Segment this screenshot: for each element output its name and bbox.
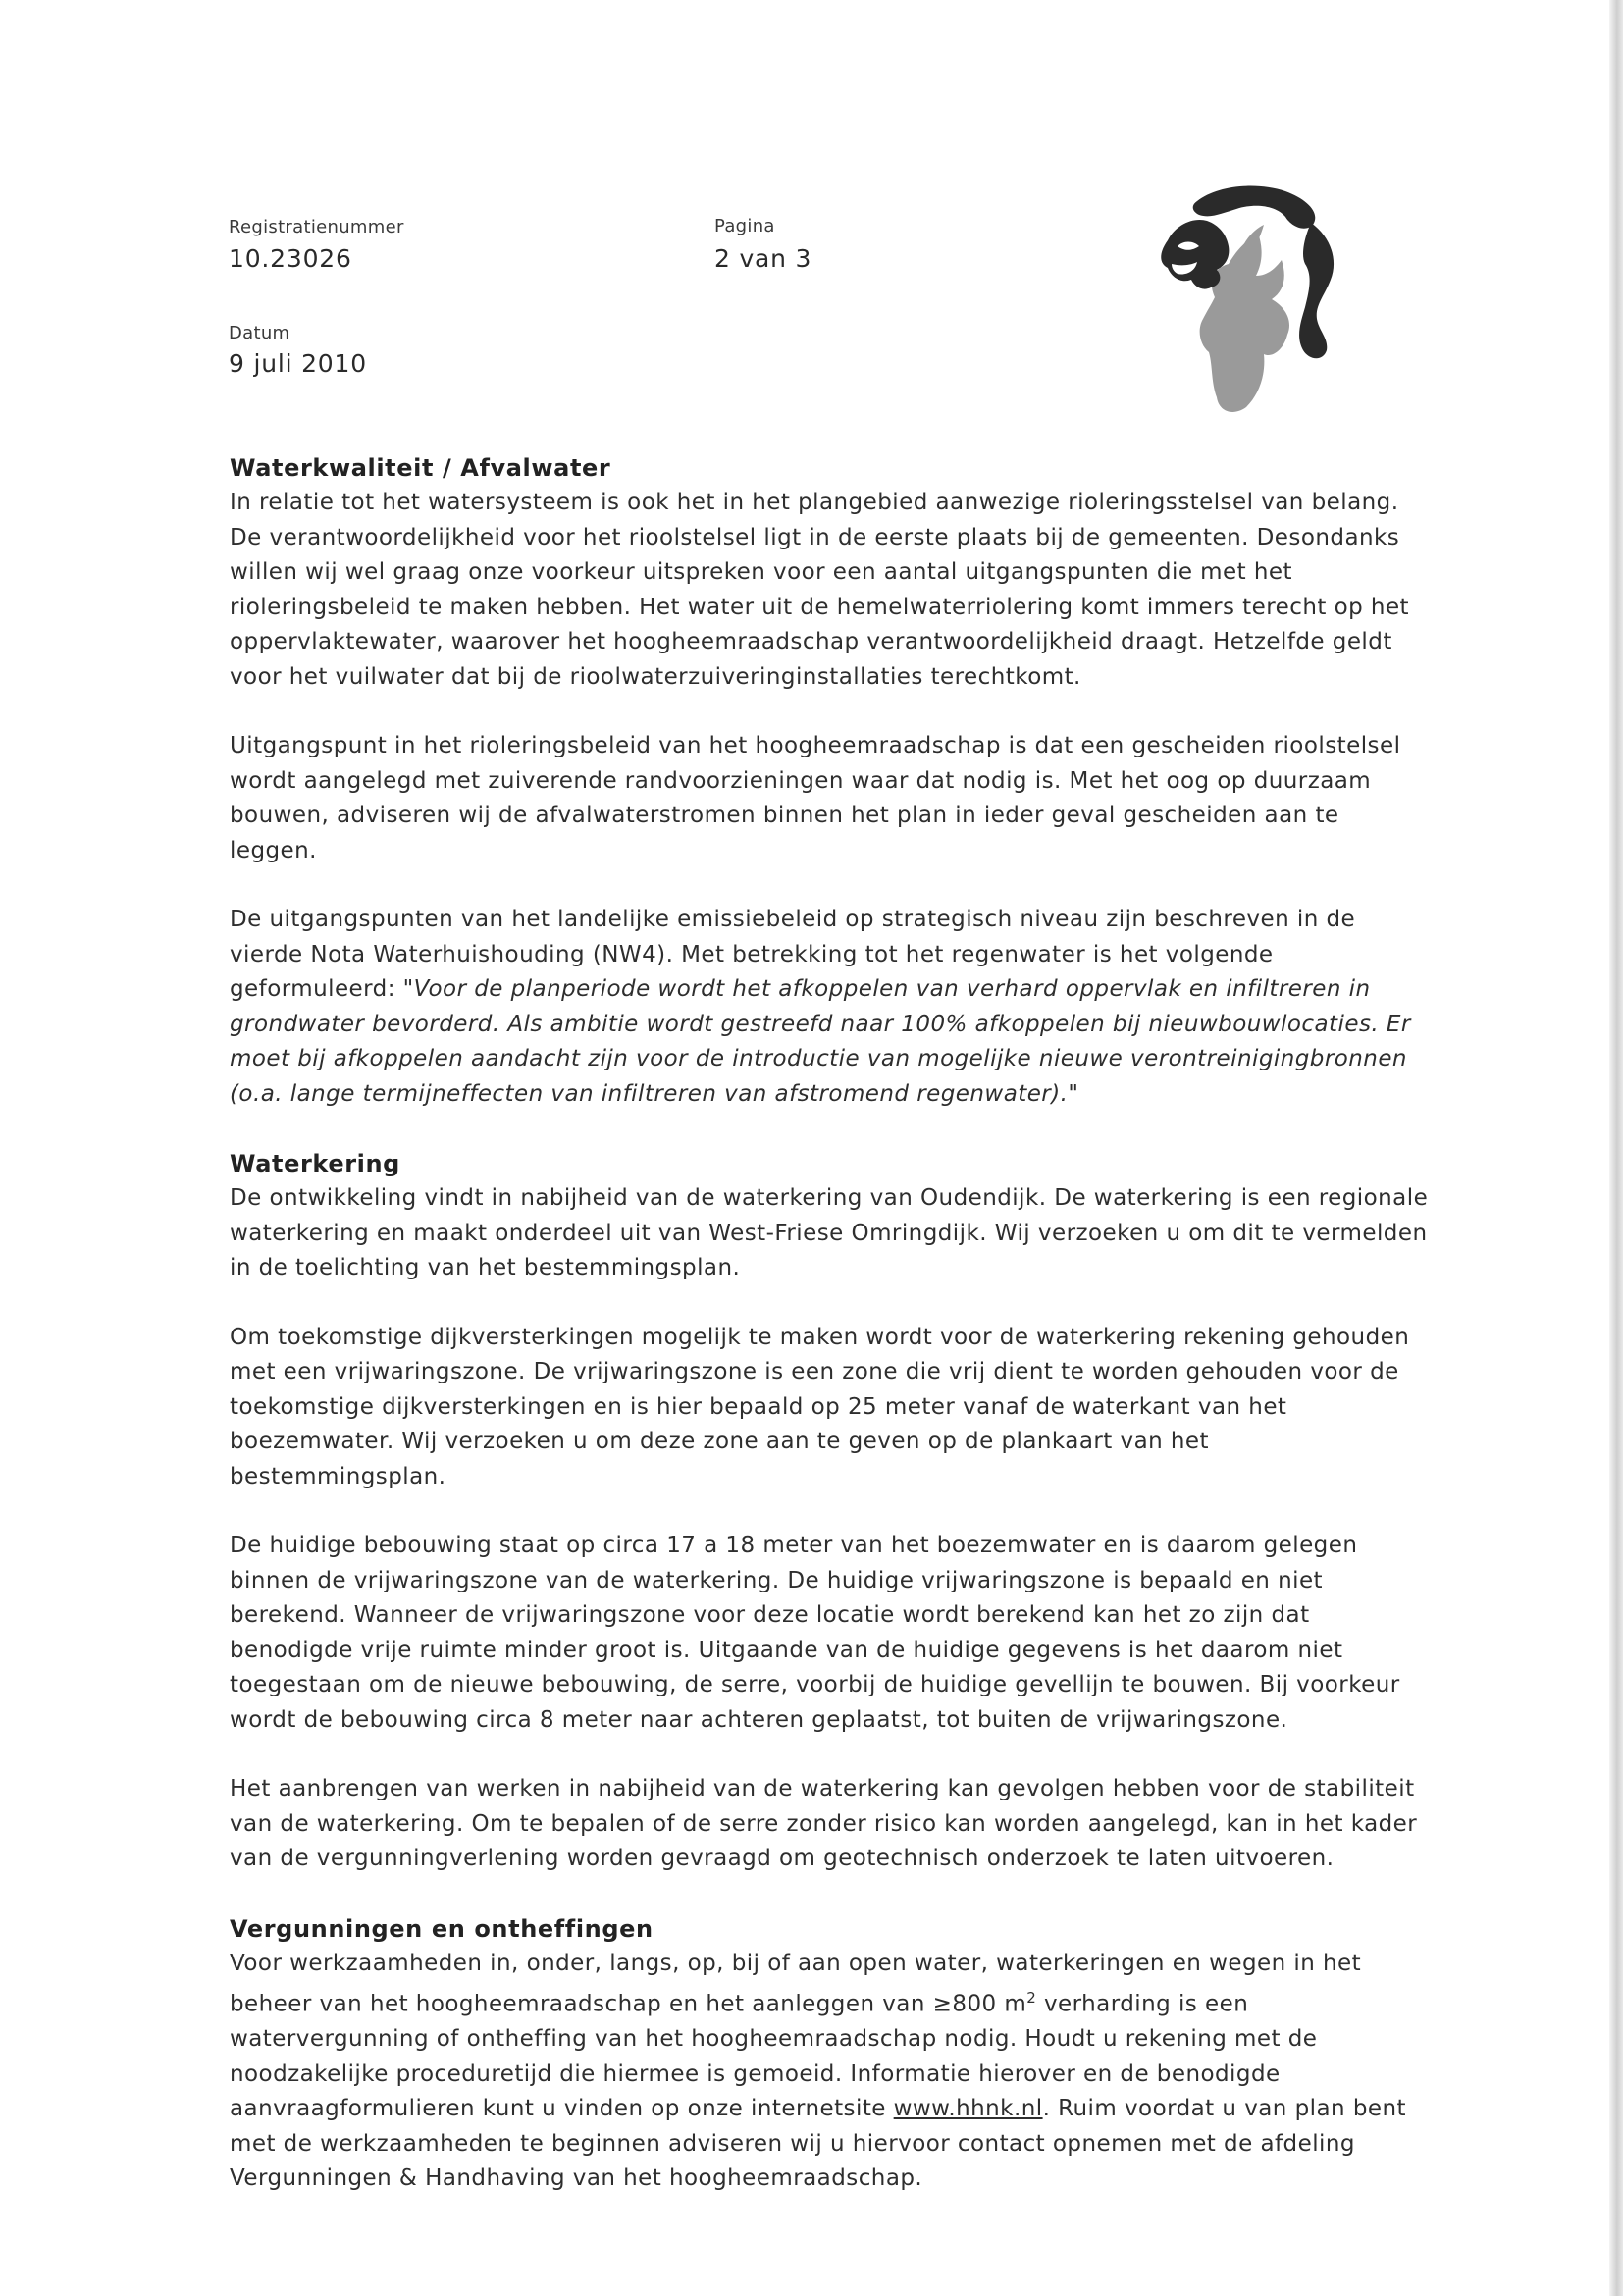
paragraph-intro: De uitgangspunten van het landelijke emissiebeleid op strategisch niveau zijn beschreven in de vierde Nota Waterhuishouding (NW4). Met betrekking tot het regenwater is het volgende geformuleerd: [230, 907, 1356, 1002]
scan-edge [1609, 0, 1623, 2296]
paragraph-part: verharding is een watervergunning of ontheffing van het hoogheemraadschap nodig. Houdt u rekening met de noodzakelijke proceduretijd die hiermee is gemoeid. Informatie hierover en de benodigde aanvraagformulieren kunt u vinden op onze internetsite [230, 1991, 1318, 2122]
website-link[interactable]: www.hhnk.nl [893, 2096, 1043, 2122]
page-number: 2 van 3 [714, 244, 812, 273]
paragraph: Om toekomstige dijkversterkingen mogelijk te maken wordt voor de waterkering rekening gehouden met een vrijwaringszone. De vrijwaringszone is een zone die vrij dient te worden gehouden voor de toekomstige dijkversterkingen en is hier bepaald op 25 meter vanaf de waterkant van het boezemwater. Wij verzoeken u om deze zone aan te geven op de plankaart van het bestemmingsplan. [230, 1324, 1410, 1489]
paragraph: De ontwikkeling vindt in nabijheid van de waterkering van Oudendijk. De waterkering is een regionale waterkering en maakt onderdeel uit van West-Friese Omringdijk. Wij verzoeken u om dit te vermelden in de toelichting van het bestemmingsplan. [230, 1185, 1429, 1280]
paragraph: De huidige bebouwing staat op circa 17 a 18 meter van het boezemwater en is daarom gelegen binnen de vrijwaringszone van de waterkering. De huidige vrijwaringszone is bepaald en niet berekend. Wanneer de vrijwaringszone voor deze locatie wordt berekend kan het zo zijn dat benodigde vrije ruimte minder groot is. Uitgaande van de huidige gegevens is het daarom niet toegestaan om de nieuwe bebouwing, de serre, voorbij de huidige gevellijn te bouwen. Bij voorkeur wordt de bebouwing circa 8 meter naar achteren geplaatst, tot buiten de vrijwaringszone. [230, 1533, 1400, 1733]
paragraph [230, 1947, 1432, 2197]
nw4-quote: "Voor de planperiode wordt het afkoppelen van verhard oppervlak en infiltreren in grondwater bevorderd. Als ambitie wordt gestreefd naar 100% afkoppelen bij nieuwbouwlocaties. Er moet bij afkoppelen aandacht zijn voor de introductie van mogelijke nieuwe verontreinigingbronnen (o.a. lange termijneffecten van infiltreren van afstromend regenwater)." [230, 976, 1411, 1107]
superscript: 2 [1026, 1989, 1037, 2007]
date-value: 9 juli 2010 [229, 349, 367, 378]
paragraph [230, 903, 1432, 1112]
letter-body [230, 451, 1432, 2197]
page-label: Pagina [714, 216, 775, 236]
lion-head-logo-icon [1138, 182, 1344, 422]
section-heading-vergunningen: Vergunningen en ontheffingen [230, 1914, 654, 1943]
paragraph: Het aanbrengen van werken in nabijheid van de waterkering kan gevolgen hebben voor de stabiliteit van de waterkering. Om te bepalen of de serre zonder risico kan worden aangelegd, kan in het kader van de vergunningverlening worden gevraagd om geotechnisch onderzoek te laten uitvoeren. [230, 1776, 1418, 1871]
paragraph: Uitgangspunt in het rioleringsbeleid van het hoogheemraadschap is dat een gescheiden rioolstelsel wordt aangelegd met zuiverende randvoorzieningen waar dat nodig is. Met het oog op duurzaam bouwen, adviseren wij de afvalwaterstromen binnen het plan in ieder geval gescheiden aan te leggen. [230, 733, 1401, 863]
registration-label: Registratienummer [229, 217, 404, 237]
paragraph: In relatie tot het watersysteem is ook het in het plangebied aanwezige rioleringsstelsel van belang. De verantwoordelijkheid voor het rioolstelsel ligt in de eerste plaats bij de gemeenten. Desondanks willen wij wel graag onze voorkeur uitspreken voor een aantal uitgangspunten die met het rioleringsbeleid te maken hebben. Het water uit de hemelwaterriolering komt immers terecht op het oppervlaktewater, waarover het hoogheemraadschap verantwoordelijkheid draagt. Hetzelfde geldt voor het vuilwater dat bij de rioolwaterzuiveringinstallaties terechtkomt. [230, 490, 1410, 690]
section-heading-waterkwaliteit: Waterkwaliteit / Afvalwater [230, 454, 611, 482]
section-heading-waterkering: Waterkering [230, 1150, 400, 1177]
registration-number: 10.23026 [229, 244, 352, 273]
paragraph-part: . Ruim voordat u van plan bent met de werkzaamheden te beginnen adviseren wij u hiervoor contact opnemen met de afdeling Vergunningen & Handhaving van het hoogheemraadschap. [230, 2096, 1406, 2192]
date-label: Datum [229, 323, 290, 343]
paragraph-part: Voor werkzaamheden in, onder, langs, op, bij of aan open water, waterkeringen en wegen in het beheer van het hoogheemraadschap en het aanleggen van ≥800 m [230, 1950, 1362, 2017]
